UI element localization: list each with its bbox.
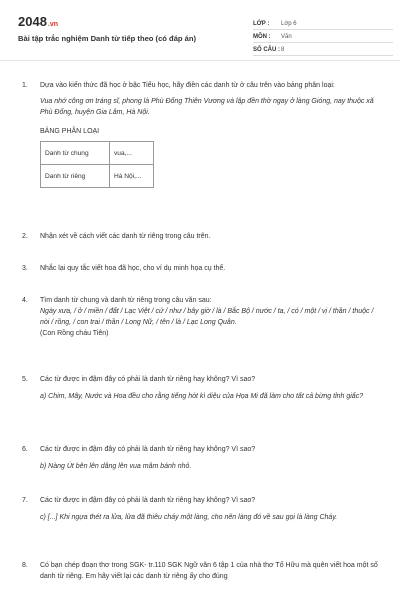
question-text: Nhận xét về cách viết các danh từ riêng trong câu trên. bbox=[40, 233, 211, 240]
question-body bbox=[40, 295, 382, 339]
meta-row-count bbox=[253, 44, 393, 56]
header-divider bbox=[0, 60, 400, 61]
document-title: Bài tập trắc nghiệm Danh từ tiếp theo (có đáp án) bbox=[18, 34, 197, 43]
classification-table bbox=[40, 141, 154, 188]
question-body bbox=[40, 80, 382, 188]
table-row bbox=[41, 165, 154, 188]
question-7 bbox=[22, 495, 382, 523]
meta-row-subject bbox=[253, 31, 393, 43]
question-quote: Ngày xưa, / ở / miền / đất / Lạc Việt / cứ / như / bây giờ / là / Bắc Bộ / nước / ta, / có / một / vị / thần / thuộc / nòi / rồng, / con trai / thần / Long Nữ, / tên / là / Lạc Long Quân. bbox=[40, 308, 374, 326]
question-6 bbox=[22, 444, 382, 472]
question-number: 4. bbox=[22, 297, 28, 304]
table-cell: Danh từ riêng bbox=[41, 165, 110, 188]
meta-value: Lớp 6 bbox=[281, 20, 297, 27]
question-answer: a) Chim, Mây, Nước và Hoa đều cho rằng tiếng hót kì diệu của Họa Mi đã làm cho tất cả bừng tỉnh giấc? bbox=[40, 393, 364, 400]
question-2 bbox=[22, 231, 382, 242]
question-1 bbox=[22, 80, 382, 188]
question-number: 3. bbox=[22, 265, 28, 272]
header bbox=[18, 10, 388, 62]
question-text: Nhắc lại quy tắc viết hoa đã học, cho ví dụ minh họa cụ thể. bbox=[40, 265, 226, 272]
question-number: 2. bbox=[22, 233, 28, 240]
table-cell: vua,... bbox=[110, 142, 154, 165]
question-body bbox=[40, 495, 382, 523]
question-text: Các từ được in đậm đây có phải là danh từ riêng hay không? Vì sao? bbox=[40, 446, 256, 453]
question-text: Các từ được in đậm đây có phải là danh từ riêng hay không? Vì sao? bbox=[40, 497, 256, 504]
meta-label: LỚP : bbox=[253, 20, 270, 27]
site-logo[interactable] bbox=[18, 14, 58, 29]
question-number: 6. bbox=[22, 446, 28, 453]
question-number: 5. bbox=[22, 376, 28, 383]
question-number: 7. bbox=[22, 497, 28, 504]
question-text: Có bạn chép đoạn thơ trong SGK- tr.110 SGK Ngữ văn 6 tập 1 của nhà thơ Tố Hữu mà quên viết hoa một số danh từ riêng. Em hãy viết lại các danh từ riêng ấy cho đúng bbox=[40, 562, 378, 580]
question-source: (Con Rồng cháu Tiên) bbox=[40, 330, 109, 337]
meta-label: MÔN : bbox=[253, 33, 271, 40]
question-quote: Vua nhớ công ơn tráng sĩ, phong là Phù Đổng Thiên Vương và lập đền thờ ngay ở làng Gióng, nay thuộc xã Phù Đổng, huyện Gia Lâm, Hà Nội. bbox=[40, 98, 374, 116]
table-row bbox=[41, 142, 154, 165]
meta-label: SỐ CÂU : bbox=[253, 46, 280, 53]
question-text: Các từ được in đậm đây có phải là danh từ riêng hay không? Vì sao? bbox=[40, 376, 256, 383]
question-5 bbox=[22, 374, 382, 402]
question-text: Dựa vào kiến thức đã học ở bậc Tiểu học, hãy điền các danh từ ở câu trên vào bảng phân loại: bbox=[40, 82, 335, 89]
question-3 bbox=[22, 263, 382, 274]
logo-suffix: .vn bbox=[47, 21, 59, 28]
question-number: 8. bbox=[22, 562, 28, 569]
question-answer: b) Nàng Út bên lên dâng lên vua mâm bánh nhỏ. bbox=[40, 463, 192, 470]
question-body bbox=[40, 374, 382, 402]
meta-row-class bbox=[253, 18, 393, 30]
question-8 bbox=[22, 560, 382, 582]
meta-box bbox=[253, 18, 393, 57]
question-text: Tìm danh từ chung và danh từ riêng trong câu văn sau: bbox=[40, 297, 212, 304]
table-cell: Hà Nội,... bbox=[110, 165, 154, 188]
question-body bbox=[40, 444, 382, 472]
logo-main: 2048 bbox=[18, 14, 47, 29]
question-4 bbox=[22, 295, 382, 339]
table-cell: Danh từ chung bbox=[41, 142, 110, 165]
question-number: 1. bbox=[22, 82, 28, 89]
meta-value: 8 bbox=[281, 46, 285, 53]
meta-value: Văn bbox=[281, 33, 292, 40]
table-caption: BẢNG PHÂN LOẠI bbox=[40, 128, 100, 135]
question-answer: c) [...] Khi ngựa thét ra lửa, lửa đã thiêu cháy một làng, cho nên làng đó về sau gọi là làng Cháy. bbox=[40, 514, 338, 521]
